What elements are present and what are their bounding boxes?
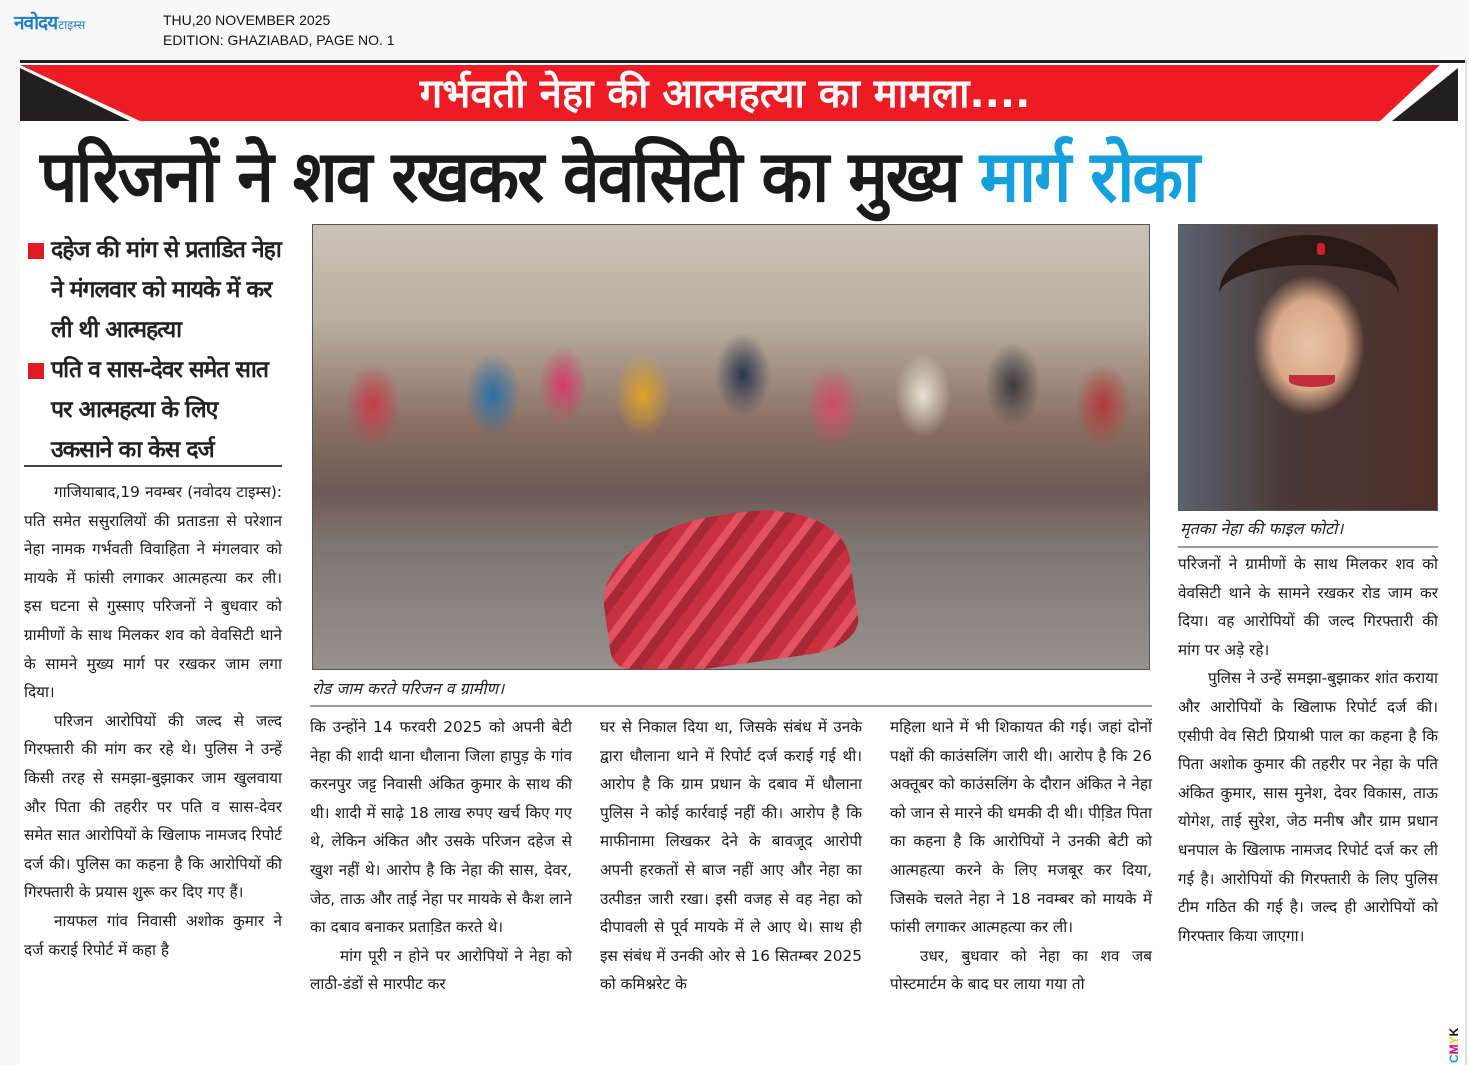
main-photo-caption: रोड जाम करते परिजन व ग्रामीण। bbox=[312, 679, 505, 698]
paragraph: कि उन्होंने 14 फरवरी 2025 को अपनी बेटी नेहा की शादी थाना धौलाना जिला हापुड़ के गांव करनपुर जट्ट निवासी अंकित कुमार के साथ की थी। शादी में साढ़े 18 लाख रुपए खर्च किए गए थे, लेकिन अंकित और उसके परिजन दहेज से खुश नहीं थे। आरोप है कि नेहा की सास, देवर, जेठ, ताऊ और ताई नेहा पर मायके से कैश लाने का दबाव बनाकर प्रताडि़त करते थे। bbox=[310, 718, 572, 937]
paragraph: नायफल गांव निवासी अशोक कुमार ने दर्ज कराई रिपोर्ट में कहा है bbox=[24, 911, 282, 959]
newspaper-page bbox=[20, 60, 1469, 1065]
highlight-item bbox=[24, 230, 282, 350]
paragraph: पुलिस ने उन्हें समझा-बुझाकर शांत कराया और आरोपियों के खिलाफ रिपोर्ट दर्ज की। एसीपी वेव सिटी प्रियाश्री पाल का कहना है कि पिता अशोक कुमार की तहरीर पर नेहा के पति अंकित कुमार, सास मुनेश, देवर विकास, ताऊ योगेश, ताई सुरेश, जेठ मनीष और ग्राम प्रधान धनपाल के खिलाफ नामजद रिपोर्ट दर्ज कर ली गई है। आरोपियों की गिरफ्तारी के लिए पुलिस टीम गठित की गई है। जल्द ही आरोपियों को गिरफ्तार किया जाएगा। bbox=[1178, 669, 1438, 945]
cmyk-registration-mark bbox=[1448, 1005, 1464, 1063]
cmyk-m: M bbox=[1447, 1044, 1461, 1055]
kicker-banner bbox=[20, 60, 1465, 127]
date-line: THU,20 NOVEMBER 2025 bbox=[163, 12, 331, 28]
caption-divider bbox=[310, 705, 1152, 707]
portrait-photo[interactable] bbox=[1178, 224, 1438, 511]
square-bullet-icon bbox=[28, 363, 44, 379]
headline-main: परिजनों ने शव रखकर वेवसिटी का मुख्य bbox=[40, 135, 959, 219]
paragraph: परिजनों ने ग्रामीणों के साथ मिलकर शव को वेवसिटी थाने के सामने रखकर रोड जाम कर दिया। वह आरोपियों की जल्द गिरफ्तारी की मांग पर अड़े रहे। bbox=[1178, 555, 1438, 659]
highlight-text: दहेज की मांग से प्रताडित नेहा ने मंगलवार को मायके में कर ली थी आत्महत्या bbox=[51, 237, 281, 343]
paragraph: महिला थाने में भी शिकायत की गई। जहां दोनों पक्षों की काउंसलिंग जारी थी। आरोप है कि 26 अक्तूबर को काउंसलिंग के दौरान अंकित ने नेहा को जान से मारने की धमकी दी थी। पीडि़त पिता का कहना है कि आरोपियों ने उनकी बेटी को आत्महत्या करने के लिए मजबूर कर दिया, जिसके चलते नेहा ने 18 नवम्बर को मायके में फांसी लगाकर आत्महत्या कर ली। bbox=[890, 718, 1152, 937]
newspaper-logo[interactable] bbox=[14, 9, 85, 35]
paragraph: घर से निकाल दिया था, जिसके संबंध में उनके द्वारा धौलाना थाने में रिपोर्ट दर्ज कराई गई थी। आरोप है कि ग्राम प्रधान के दबाव में धौलाना पुलिस ने कोई कार्रवाई नहीं की। आरोप है कि माफीनामा लिखकर देने के बावजूद आरोपी अपनी हरकतों से बाज नहीं आए और नेहा का उत्पीडऩ जारी रखा। इसी वजह से वह नेहा को दीपावली से पूर्व मायके में ले आए थे। साथ ही इस संबंध में उनकी ओर से 16 सितम्बर 2025 को कमिश्नरेट के bbox=[600, 718, 862, 994]
photo-crowd bbox=[313, 285, 1150, 485]
paragraph: गाजियाबाद,19 नवम्बर (नवोदय टाइम्स): पति समेत ससुरालियों की प्रताडऩा से परेशान नेहा नामक गर्भवती विवाहिता ने मंगलवार को मायके में फांसी लगाकर आत्महत्या कर ली। इस घटना से गुस्साए परिजनों ने बुधवार को ग्रामीणों के साथ मिलकर शव को वेवसिटी थाने के सामने मुख्य मार्ग पर रखकर जाम लगा दिया। bbox=[24, 483, 282, 702]
portrait-sindoor bbox=[1317, 243, 1325, 255]
portrait-lips bbox=[1289, 375, 1335, 387]
portrait-caption-divider bbox=[1178, 546, 1438, 548]
article-column-4 bbox=[890, 713, 1152, 999]
photo-shrouded-body bbox=[594, 498, 862, 670]
square-bullet-icon bbox=[28, 243, 44, 259]
headline bbox=[40, 133, 1460, 222]
paragraph: परिजन आरोपियों की जल्द से जल्द गिरफ्तारी की मांग कर रहे थे। पुलिस ने उन्हें किसी तरह से समझा-बुझाकर जाम खुलवाया और पिता की तहरीर पर पति व सास-देवर समेत सात आरोपियों के खिलाफ नामजद रिपोर्ट दर्ज की। पुलिस का कहना है कि आरोपियों की गिरफ्तारी के प्रयास शुरू कर दिए गए हैं। bbox=[24, 711, 282, 902]
highlight-text: पति व सास-देवर समेत सात पर आत्महत्या के लिए उकसाने का केस दर्ज bbox=[51, 357, 268, 463]
article-column-2 bbox=[310, 713, 572, 999]
edition-line: EDITION: GHAZIABAD, PAGE NO. 1 bbox=[163, 32, 395, 48]
article-column-3 bbox=[600, 713, 862, 999]
cmyk-k: K bbox=[1447, 1027, 1461, 1037]
article-column-1 bbox=[24, 478, 282, 964]
portrait-hair bbox=[1219, 235, 1399, 355]
highlight-item bbox=[24, 350, 282, 470]
cmyk-c: C bbox=[1447, 1054, 1461, 1063]
edition-info bbox=[163, 10, 395, 50]
cmyk-y: Y bbox=[1447, 1036, 1461, 1045]
page-edge bbox=[1465, 60, 1467, 1065]
epaper-header bbox=[0, 0, 1469, 58]
article-column-5 bbox=[1178, 550, 1438, 950]
highlights-box bbox=[24, 230, 282, 470]
highlights-divider bbox=[24, 465, 282, 467]
kicker-text: गर्भवती नेहा की आत्महत्या का मामला.... bbox=[419, 71, 1031, 117]
paragraph: मांग पूरी न होने पर आरोपियों ने नेहा को लाठी-डंडों से मारपीट कर bbox=[310, 946, 572, 994]
logo-main-text: नवोदय bbox=[14, 12, 58, 34]
headline-accent: मार्ग रोका bbox=[979, 135, 1199, 219]
main-photo[interactable] bbox=[312, 224, 1150, 670]
paragraph: उधर, बुधवार को नेहा का शव जब पोस्टमार्टम के बाद घर लाया गया तो bbox=[890, 946, 1152, 994]
portrait-caption: मृतका नेहा की फाइल फोटो। bbox=[1180, 519, 1344, 538]
logo-sub-text: टाइम्स bbox=[58, 18, 86, 32]
